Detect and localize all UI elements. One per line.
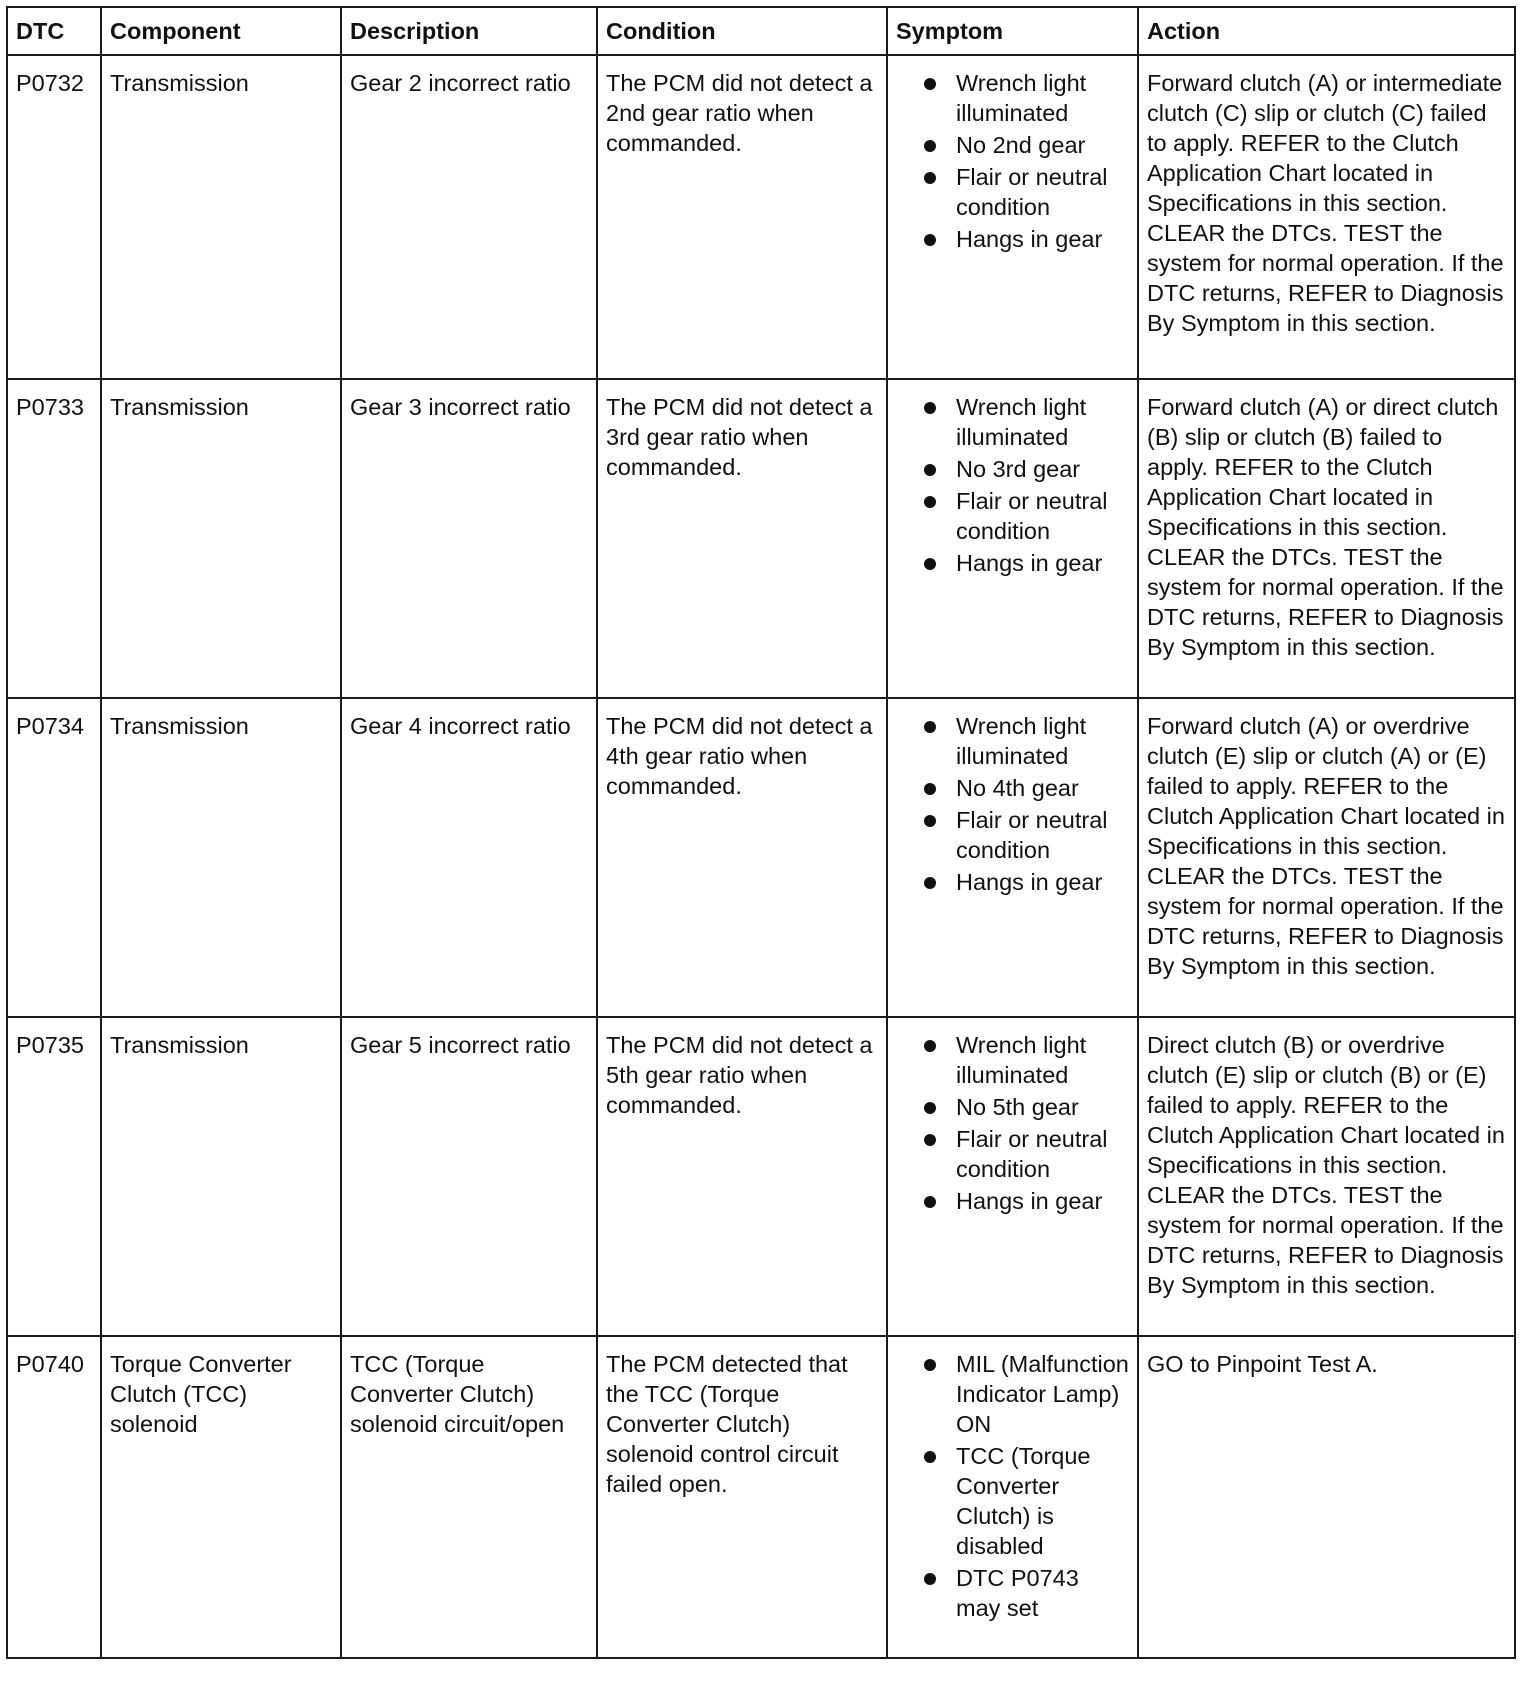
- symptom-text: Hangs in gear: [956, 869, 1103, 895]
- symptom-item: [896, 1030, 1129, 1090]
- condition-cell: The PCM did not detect a 2nd gear ratio when commanded.: [597, 55, 887, 379]
- action-cell: Direct clutch (B) or overdrive clutch (E) slip or clutch (B) or (E) failed to apply. REFER to the Clutch Application Chart located in Specifications in this section. CLEAR the DTCs. TEST the system for normal operation. If the DTC returns, REFER to Diagnosis By Symptom in this section.: [1138, 1017, 1515, 1336]
- bullet-icon: [924, 464, 936, 476]
- symptom-text: Flair or neutral condition: [956, 164, 1108, 220]
- bullet-icon: [924, 783, 936, 795]
- symptom-item: [896, 1124, 1129, 1184]
- bullet-icon: [924, 140, 936, 152]
- symptom-cell: [887, 1336, 1138, 1658]
- description-cell: Gear 5 incorrect ratio: [341, 1017, 597, 1336]
- symptom-item: [896, 805, 1129, 865]
- symptom-item: [896, 162, 1129, 222]
- symptom-item: [896, 68, 1129, 128]
- component-cell: Transmission: [101, 379, 341, 698]
- symptom-item: [896, 867, 1129, 897]
- component-cell: Transmission: [101, 1017, 341, 1336]
- symptom-list: [896, 392, 1129, 578]
- symptom-item: [896, 224, 1129, 254]
- bullet-icon: [924, 234, 936, 246]
- symptom-text: DTC P0743 may set: [956, 1565, 1079, 1621]
- bullet-icon: [924, 172, 936, 184]
- condition-cell: The PCM did not detect a 3rd gear ratio when commanded.: [597, 379, 887, 698]
- bullet-icon: [924, 815, 936, 827]
- symptom-text: Flair or neutral condition: [956, 807, 1108, 863]
- component-cell: Transmission: [101, 698, 341, 1017]
- component-cell: Transmission: [101, 55, 341, 379]
- symptom-item: [896, 1092, 1129, 1122]
- symptom-item: [896, 711, 1129, 771]
- symptom-list: [896, 711, 1129, 897]
- bullet-icon: [924, 1359, 936, 1371]
- bullet-icon: [924, 1451, 936, 1463]
- bullet-icon: [924, 558, 936, 570]
- condition-cell: The PCM did not detect a 5th gear ratio when commanded.: [597, 1017, 887, 1336]
- bullet-icon: [924, 78, 936, 90]
- header-dtc: DTC: [7, 7, 101, 55]
- symptom-text: No 3rd gear: [956, 456, 1081, 482]
- dtc-code: P0740: [7, 1336, 101, 1658]
- symptom-text: Wrench light illuminated: [956, 394, 1087, 450]
- header-row: [7, 7, 1515, 55]
- dtc-code: P0735: [7, 1017, 101, 1336]
- action-cell: Forward clutch (A) or direct clutch (B) slip or clutch (B) failed to apply. REFER to the Clutch Application Chart located in Specifications in this section. CLEAR the DTCs. TEST the system for normal operation. If the DTC returns, REFER to Diagnosis By Symptom in this section.: [1138, 379, 1515, 698]
- table-header: [7, 7, 1515, 55]
- table-row: [7, 55, 1515, 379]
- symptom-item: [896, 454, 1129, 484]
- action-cell: Forward clutch (A) or intermediate clutch (C) slip or clutch (C) failed to apply. REFER to the Clutch Application Chart located in Specifications in this section. CLEAR the DTCs. TEST the system for normal operation. If the DTC returns, REFER to Diagnosis By Symptom in this section.: [1138, 55, 1515, 379]
- symptom-text: TCC (Torque Converter Clutch) is disabled: [956, 1443, 1091, 1559]
- symptom-item: [896, 130, 1129, 160]
- symptom-item: [896, 486, 1129, 546]
- header-description: Description: [341, 7, 597, 55]
- symptom-item: [896, 773, 1129, 803]
- description-cell: Gear 3 incorrect ratio: [341, 379, 597, 698]
- header-condition: Condition: [597, 7, 887, 55]
- symptom-text: Flair or neutral condition: [956, 1126, 1108, 1182]
- dtc-code: P0734: [7, 698, 101, 1017]
- table-body: [7, 55, 1515, 1658]
- dtc-table: [6, 6, 1516, 1659]
- dtc-code: P0733: [7, 379, 101, 698]
- condition-cell: The PCM detected that the TCC (Torque Converter Clutch) solenoid control circuit failed open.: [597, 1336, 887, 1658]
- symptom-text: Wrench light illuminated: [956, 1032, 1087, 1088]
- symptom-text: Hangs in gear: [956, 226, 1103, 252]
- symptom-text: Hangs in gear: [956, 1188, 1103, 1214]
- dtc-code: P0732: [7, 55, 101, 379]
- symptom-item: [896, 392, 1129, 452]
- symptom-text: Flair or neutral condition: [956, 488, 1108, 544]
- symptom-list: [896, 1349, 1129, 1623]
- symptom-text: Wrench light illuminated: [956, 713, 1087, 769]
- bullet-icon: [924, 1573, 936, 1585]
- description-cell: Gear 2 incorrect ratio: [341, 55, 597, 379]
- header-action: Action: [1138, 7, 1515, 55]
- bullet-icon: [924, 877, 936, 889]
- symptom-item: [896, 1349, 1129, 1439]
- bullet-icon: [924, 1102, 936, 1114]
- description-cell: Gear 4 incorrect ratio: [341, 698, 597, 1017]
- symptom-cell: [887, 1017, 1138, 1336]
- bullet-icon: [924, 1040, 936, 1052]
- symptom-cell: [887, 55, 1138, 379]
- symptom-item: [896, 1441, 1129, 1561]
- bullet-icon: [924, 496, 936, 508]
- symptom-list: [896, 1030, 1129, 1216]
- table-row: [7, 1017, 1515, 1336]
- symptom-text: Wrench light illuminated: [956, 70, 1087, 126]
- symptom-text: Hangs in gear: [956, 550, 1103, 576]
- symptom-text: No 4th gear: [956, 775, 1079, 801]
- symptom-item: [896, 1186, 1129, 1216]
- table-row: [7, 379, 1515, 698]
- symptom-item: [896, 548, 1129, 578]
- symptom-text: No 2nd gear: [956, 132, 1086, 158]
- header-symptom: Symptom: [887, 7, 1138, 55]
- bullet-icon: [924, 721, 936, 733]
- action-cell: Forward clutch (A) or overdrive clutch (E) slip or clutch (A) or (E) failed to apply. REFER to the Clutch Application Chart located in Specifications in this section. CLEAR the DTCs. TEST the system for normal operation. If the DTC returns, REFER to Diagnosis By Symptom in this section.: [1138, 698, 1515, 1017]
- table-row: [7, 1336, 1515, 1658]
- action-cell: GO to Pinpoint Test A.: [1138, 1336, 1515, 1658]
- symptom-list: [896, 68, 1129, 254]
- header-component: Component: [101, 7, 341, 55]
- symptom-text: No 5th gear: [956, 1094, 1079, 1120]
- symptom-cell: [887, 698, 1138, 1017]
- table-row: [7, 698, 1515, 1017]
- symptom-cell: [887, 379, 1138, 698]
- bullet-icon: [924, 1134, 936, 1146]
- bullet-icon: [924, 402, 936, 414]
- bullet-icon: [924, 1196, 936, 1208]
- symptom-text: MIL (Malfunction Indicator Lamp) ON: [956, 1351, 1129, 1437]
- description-cell: TCC (Torque Converter Clutch) solenoid circuit/open: [341, 1336, 597, 1658]
- symptom-item: [896, 1563, 1129, 1623]
- component-cell: Torque Converter Clutch (TCC) solenoid: [101, 1336, 341, 1658]
- condition-cell: The PCM did not detect a 4th gear ratio when commanded.: [597, 698, 887, 1017]
